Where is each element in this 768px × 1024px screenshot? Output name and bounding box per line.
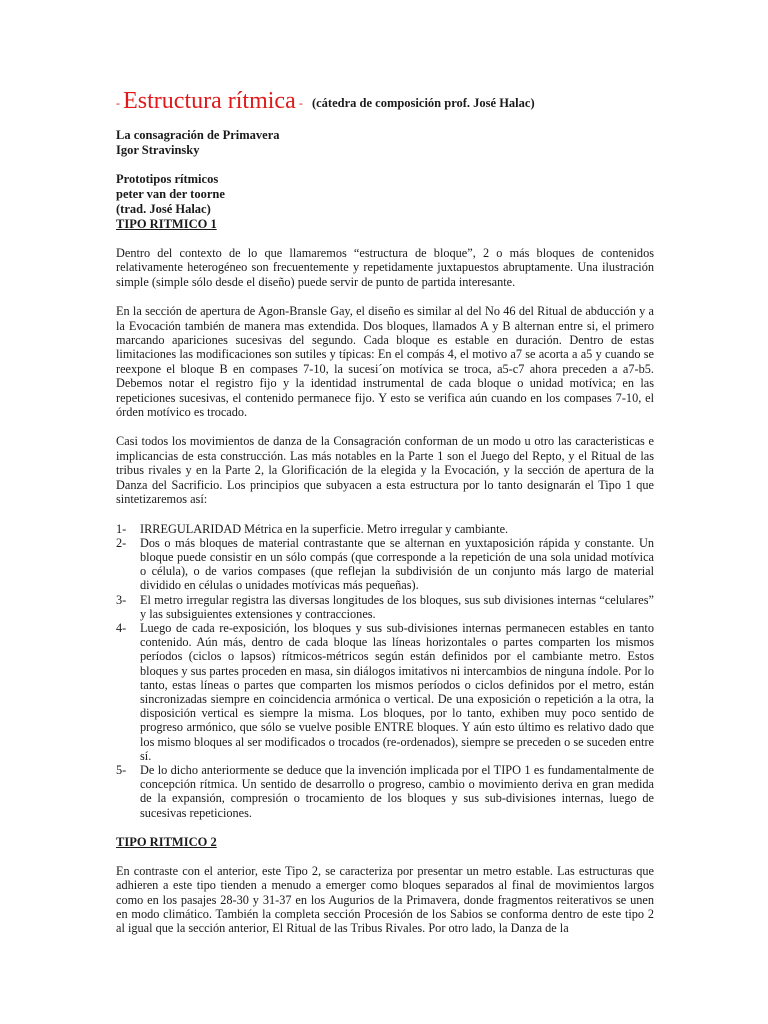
- section-1-paragraph-3: Casi todos los movimientos de danza de la Consagración conforman de un modo u otro las caracteristicas e implicancias de esta construcción. Las más notables en la Parte 1 son el Juego del Repto, y el Ritual de las tribus rivales y en la Parte 2, la Glorificación de la elegida y la Evocación, y la sección de apertura de la Danza del Sacrificio. Los principios que subyacen a esta estructura por lo tanto designarán el Tipo 1 que sintetizaremos así:: [116, 434, 654, 507]
- list-item-number: 1-: [116, 521, 127, 536]
- section-1-paragraph-1: Dentro del contexto de lo que llamaremos “estructura de bloque”, 2 o más bloques de contenidos relativamente heterogéneo son frecuentemente y repetidamente juxtapuestos abruptamente. Una ilustración simple (simple sólo desde el diseño) puede servir de punto de partida interesante.: [116, 246, 654, 289]
- list-item: [116, 522, 654, 536]
- list-item-text: IRREGULARIDAD Métrica en la superficie. Metro irregular y cambiante.: [140, 521, 509, 536]
- list-item: [116, 763, 654, 820]
- document-header: [116, 86, 654, 118]
- list-item-number: 4-: [116, 620, 127, 635]
- source-info: [116, 172, 654, 217]
- work-info: [116, 128, 654, 158]
- list-item-text: De lo dicho anteriormente se deduce que la invención implicada por el TIPO 1 es fundamentalmente de concepción rítmica. Un sentido de desarrollo o progreso, cambio o movimiento deriva en gran medida de la expansión, compresión o trocamiento de los bloques y sus sub-divisiones internas, luego de sucesivas repeticiones.: [140, 762, 654, 820]
- section-2-paragraph-1: En contraste con el anterior, este Tipo 2, se caracteriza por presentar un metro estable. Las estructuras que adhieren a este tipo tienden a menudo a emerger como bloques separados al final de movimientos largos como en los pasajes 28-30 y 31-37 en los Augurios de la Primavera, donde fragmentos reiterativos se unen en modo climático. También la completa sección Procesión de los Sabios se conforma dentro de este tipo 2 al igual que la sección anterior, El Ritual de las Tribus Rivales. Por otro lado, la Danza de la: [116, 863, 654, 936]
- section-1-paragraph-2: En la sección de apertura de Agon-Bransle Gay, el diseño es similar al del No 46 del Ritual de abducción y a la Evocación también de manera mas extendida. Dos bloques, llamados A y B alternan entre si, el primero marcando apariciones sucesivas del segundo. Cada bloque es estable en duración. Dentro de estas limitaciones las modificaciones son sutiles y típicas: En el compás 4, el motivo a7 se acorta a a5 y cuando se reexpone el bloque B en compases 7-10, la sucesi´on motívica se troca, a5-c7 ahora preceden a a7-b5. Debemos notar el registro fijo y la identidad instrumental de cada bloque o unidad motívica; en las repeticiones sucesivas, el contenido permanece fijo. Y esto se verifica aún cuando en los compases 7-10, el órden motívico es trocado.: [116, 304, 654, 420]
- document-subtitle: (cátedra de composición prof. José Halac): [311, 96, 535, 110]
- source-title: Prototipos rítmicos: [116, 172, 219, 186]
- list-item-number: 5-: [116, 762, 127, 777]
- work-composer: Igor Stravinsky: [116, 143, 200, 157]
- source-translation: (trad. José Halac): [116, 202, 211, 216]
- list-item-number: 3-: [116, 592, 127, 607]
- source-author: peter van der toorne: [116, 187, 225, 201]
- section-1-heading: TIPO RITMICO 1: [116, 217, 217, 231]
- section-2-heading: TIPO RITMICO 2: [116, 834, 217, 849]
- list-item-number: 2-: [116, 535, 127, 550]
- work-title: La consagración de Primavera: [116, 128, 280, 142]
- list-item: [116, 621, 654, 763]
- list-item-text: Luego de cada re-exposición, los bloques y sus sub-divisiones internas permanecen estables en tanto contenido. Aún más, dentro de cada bloque las líneas horizontales o partes comparten los mismos períodos (ciclos o lapsos) rítmicos-métricos según están definidos por el cambiante metro. Estos bloques y sus partes proceden en masa, sin diálogos imitativos ni intercambios de ninguna índole. Por lo tanto, estas líneas o partes que comparten los mismos períodos o ciclos definidos por el metro, están sincronizadas siempre en coincidencia armónica o vertical. De una exposición o repetición a la otra, la disposición vertical es siempre la misma. Los bloques, por lo tanto, exhiben muy poco sentido de progreso armónico, que sólo se vuelve posible ENTRE bloques. Y aún esto último es relativo dado que los mismo bloques al ser modificados o trocados (re-ordenados), siempre se preceden o se suceden entre sí.: [140, 620, 654, 763]
- list-item-text: Dos o más bloques de material contrastante que se alternan en yuxtaposición rápida y constante. Un bloque puede consistir en un sólo compás (que corresponde a la repetición de una sola unidad motívica o célula), o de varios compases (que reflejan la subdivisión de un conjunto más largo de material dividido en células o unidades motívicas más pequeñas).: [140, 535, 654, 593]
- title-dash-left: -: [116, 96, 120, 110]
- list-item-text: El metro irregular registra las diversas longitudes de los bloques, sus sub divisiones internas “celulares” y las subsiguientes extensiones y contracciones.: [140, 592, 654, 621]
- title-dash-right: -: [298, 96, 303, 110]
- list-item: [116, 593, 654, 621]
- list-item: [116, 536, 654, 593]
- principles-list: [116, 522, 654, 820]
- document-page: [116, 86, 654, 936]
- document-title: Estructura rítmica: [123, 88, 296, 114]
